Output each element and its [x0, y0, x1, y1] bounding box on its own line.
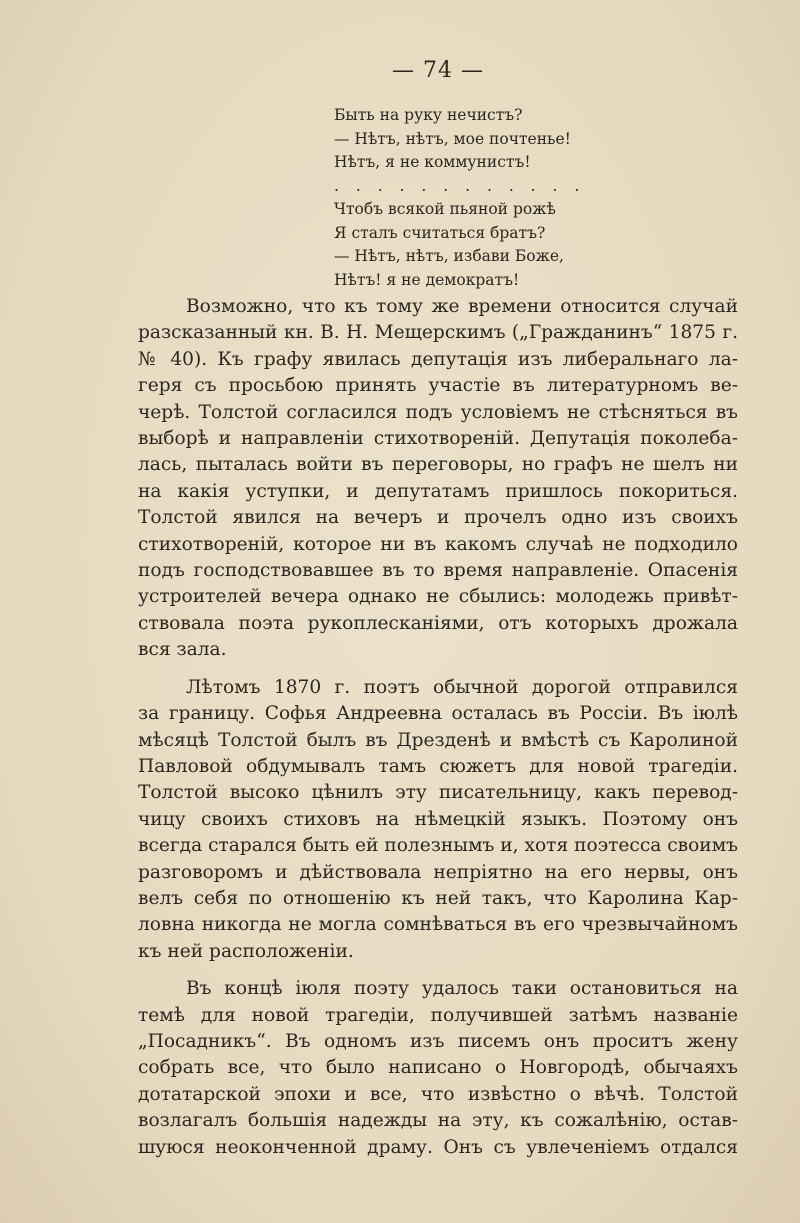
text-line: подъ господствовавшее въ то время направленіе. Опасенія — [138, 560, 738, 582]
text-line: № 40). Къ графу явилась депутація изъ либеральнаго ла- — [138, 348, 738, 370]
text-line: геря съ просьбою принять участіе въ литературномъ ве- — [138, 375, 738, 397]
poem-line: — Нѣтъ, нѣтъ, избави Боже, — [334, 247, 564, 265]
text-line: лась, пыталась войти въ переговоры, но графъ не шелъ ни — [138, 454, 738, 476]
text-line: устроителей вечера однако не сбылись: молодежь привѣт- — [138, 586, 738, 608]
poem-line: Нѣтъ, я не коммунистъ! — [334, 153, 531, 171]
text-line: черѣ. Толстой согласился подъ условіемъ не стѣсняться въ — [138, 401, 738, 423]
text-line: велъ себя по отношенію къ ней такъ, что Каролина Кар- — [138, 887, 738, 909]
text-line: за границу. Софья Андреевна осталась въ Россіи. Въ іюлѣ — [138, 703, 738, 725]
text-line: выборѣ и направленіи стихотвореній. Депутація поколеба- — [138, 428, 738, 450]
poem-line: — Нѣтъ, нѣтъ, мое почтенье! — [334, 129, 571, 148]
text-line: Толстой высоко цѣнилъ эту писательницу, какъ перевод- — [138, 782, 738, 804]
paragraph-1 — [138, 294, 738, 664]
text-line: вся зала. — [138, 639, 227, 661]
text-line: чицу своихъ стиховъ на нѣмецкій языкъ. Поэтому онъ — [138, 808, 738, 830]
text-line: Возможно, что къ тому же времени относится случай — [186, 296, 738, 317]
text-line: къ ней расположеніи. — [138, 940, 354, 962]
text-line: мѣсяцѣ Толстой былъ въ Дрезденѣ и вмѣстѣ съ Каролиной — [138, 729, 738, 751]
paragraph-3 — [138, 976, 738, 1161]
page-number: — 74 — — [392, 58, 484, 83]
text-line: шуюся неоконченной драму. Онъ съ увлеченіемъ отдался — [138, 1136, 738, 1158]
text-line: Толстой явился на вечеръ и прочелъ одно изъ своихъ — [138, 507, 738, 529]
text-line: ствовала поэта рукоплесканіями, отъ которыхъ дрожала — [138, 612, 738, 634]
body-text — [138, 294, 738, 1172]
poem-line: Нѣтъ! я не демократъ! — [334, 270, 520, 289]
text-line: темѣ для новой трагедіи, получившей затѣмъ названіе — [138, 1004, 738, 1026]
text-line: разсказанный кн. В. Н. Мещерскимъ („Гражданинъ“ 1875 г. — [138, 322, 738, 344]
poem-line: Быть на руку нечистъ? — [334, 106, 523, 124]
text-line: „Посадникъ“. Въ одномъ изъ писемъ онъ проситъ жену — [138, 1030, 738, 1052]
text-line: стихотвореній, которое ни въ какомъ случаѣ не подходило — [138, 533, 738, 555]
text-line: возлагалъ большія надежды на эту, къ сожалѣнію, остав- — [138, 1110, 738, 1132]
text-line: на какія уступки, и депутатамъ пришлось покориться. — [138, 480, 738, 502]
poem-ellipsis-line: . . . . . . . . . . . . — [334, 176, 586, 195]
text-line: собрать все, что было написано о Новгородѣ, обычаяхъ — [138, 1057, 738, 1079]
text-line: дотатарской эпохи и все, что извѣстно о вѣчѣ. Толстой — [138, 1083, 738, 1105]
text-line: всегда старался быть ей полезнымъ и, хотя поэтесса своимъ — [138, 835, 738, 857]
text-line: Лѣтомъ 1870 г. поэтъ обычной дорогой отправился — [186, 676, 738, 698]
poem-line: Чтобъ всякой пьяной рожѣ — [334, 200, 556, 218]
text-line: разговоромъ и дѣйствовала непріятно на его нервы, онъ — [138, 861, 738, 883]
poem-line: Я сталъ считаться братъ? — [334, 223, 546, 242]
text-line: ловна никогда не могла сомнѣваться въ его чрезвычайномъ — [138, 914, 738, 936]
paragraph-2 — [138, 675, 738, 965]
poem-excerpt — [334, 104, 585, 292]
text-line: Въ концѣ іюля поэту удалось таки остановиться на — [186, 978, 738, 1000]
text-line: Павловой обдумывалъ тамъ сюжетъ для новой трагедіи. — [138, 755, 738, 777]
